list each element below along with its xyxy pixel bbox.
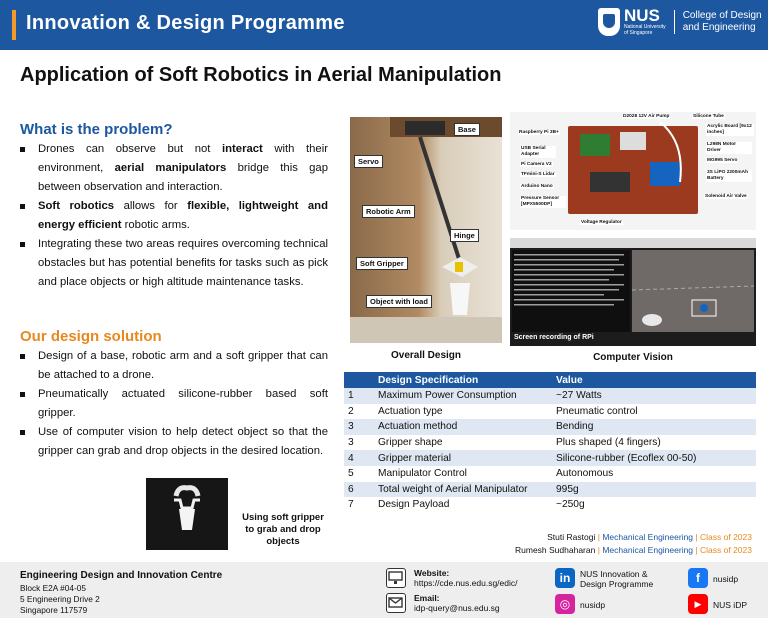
row-spec: Manipulator Control xyxy=(374,466,552,482)
label-air-pump: D2028 12V Air Pump xyxy=(623,114,670,119)
youtube-icon[interactable]: ▶ xyxy=(688,594,708,614)
cv-camera-feed xyxy=(632,250,754,332)
row-value: Pneumatic control xyxy=(552,404,756,420)
spec-table xyxy=(344,372,756,513)
row-spec: Design Payload xyxy=(374,497,552,513)
table-row xyxy=(344,388,756,404)
facebook-icon[interactable]: f xyxy=(688,568,708,588)
problem-heading: What is the problem? xyxy=(20,121,173,138)
label-object-with-load: Object with load xyxy=(366,295,432,308)
label-servo-mg995: MG995 Servo xyxy=(707,158,738,163)
linkedin-text[interactable]: NUS Innovation & Design Programme xyxy=(580,569,654,589)
row-value: Silicone-rubber (Ecoflex 00-50) xyxy=(552,450,756,466)
cv-terminal xyxy=(512,250,630,332)
instagram-text[interactable]: nusidp xyxy=(580,600,606,610)
credit-line-1: Stuti Rastogi | Mechanical Engineering | Class of 2023 xyxy=(547,532,752,542)
nus-logo xyxy=(598,7,762,36)
gripper-caption: Using soft gripper to grab and drop objects xyxy=(242,512,324,547)
facebook-text[interactable]: nusidp xyxy=(713,574,739,584)
table-row xyxy=(344,419,756,435)
gripper-photo xyxy=(146,478,228,550)
website-link[interactable]: https://cde.nus.edu.sg/edic/ xyxy=(414,578,518,588)
label-acrylic-board: Acrylic Board [9x12 inches] xyxy=(706,124,754,136)
footer xyxy=(0,562,768,618)
label-arduino-nano: Arduino Nano xyxy=(521,184,553,189)
label-usb-serial: USB Serial Adapter xyxy=(520,146,556,158)
header-accent-bar xyxy=(12,10,16,40)
row-spec: Actuation method xyxy=(374,419,552,435)
solution-list xyxy=(18,347,328,461)
label-voltage-regulator: Voltage Regulator xyxy=(581,220,622,225)
row-index: 3 xyxy=(344,419,374,435)
solution-heading: Our design solution xyxy=(20,328,162,345)
linkedin-icon[interactable]: in xyxy=(555,568,575,588)
spec-table-header xyxy=(344,372,756,388)
overall-design-photo xyxy=(350,117,502,343)
row-spec: Gripper shape xyxy=(374,435,552,451)
poster-title: Application of Soft Robotics in Aerial Manipulation xyxy=(20,64,502,86)
row-spec: Gripper material xyxy=(374,450,552,466)
label-pi-camera: Pi Camera V2 xyxy=(521,162,552,167)
nus-sub-2: of Singapore xyxy=(624,30,653,36)
footer-address: Block E2A #04-05 5 Engineering Drive 2 Singapore 117579 xyxy=(20,583,100,615)
table-row xyxy=(344,404,756,420)
problem-bullet-1: Drones can observe but not interact with their environment, aerial manipulators bridge this gap between observation and interaction. xyxy=(18,140,328,197)
computer-vision-caption: Computer Vision xyxy=(593,352,673,363)
label-raspberry-pi: Raspberry Pi 3B+ xyxy=(519,130,559,135)
row-value: Autonomous xyxy=(552,466,756,482)
youtube-text[interactable]: NUS iDP xyxy=(713,600,748,610)
header-value: Value xyxy=(552,372,756,388)
label-silicone-tube: Silicone Tube xyxy=(693,114,724,119)
nus-crest-icon xyxy=(598,8,620,36)
label-soft-gripper: Soft Gripper xyxy=(356,257,408,270)
row-index: 7 xyxy=(344,497,374,513)
row-spec: Actuation type xyxy=(374,404,552,420)
instagram-icon[interactable]: ◎ xyxy=(555,594,575,614)
screen-recording-label: Screen recording of RPi xyxy=(514,334,594,341)
row-spec: Total weight of Aerial Manipulator xyxy=(374,482,552,498)
overall-design-caption: Overall Design xyxy=(390,350,462,361)
table-row xyxy=(344,482,756,498)
label-pressure-sensor: Pressure Sensor [MPX5500DP] xyxy=(520,196,566,208)
monitor-icon xyxy=(386,568,406,588)
nus-name: NUS xyxy=(624,6,660,25)
row-index: 2 xyxy=(344,404,374,420)
problem-list xyxy=(18,140,328,292)
header-spec: Design Specification xyxy=(374,372,552,388)
row-value: ~250g xyxy=(552,497,756,513)
footer-org-name: Engineering Design and Innovation Centre xyxy=(20,570,223,581)
row-value: ~27 Watts xyxy=(552,388,756,404)
table-row xyxy=(344,497,756,513)
row-index: 3 xyxy=(344,435,374,451)
email-icon xyxy=(386,593,406,613)
label-battery: 3S LiPO 2200mAh Battery xyxy=(706,170,752,182)
solution-bullet-2: Pneumatically actuated silicone-rubber based soft gripper. xyxy=(18,385,328,423)
table-row xyxy=(344,450,756,466)
label-lidar: TFmini-S Lidar xyxy=(521,172,555,177)
label-base: Base xyxy=(454,123,480,136)
row-value: 995g xyxy=(552,482,756,498)
problem-bullet-3: Integrating these two areas requires overcoming technical obstacles but has potential benefits for tasks such as pick and place objects or high altitude maintenance tasks. xyxy=(18,235,328,292)
header-banner xyxy=(0,0,768,50)
college-line-2: and Engineering xyxy=(682,21,756,33)
email-label: Email: xyxy=(414,593,440,603)
row-value: Bending xyxy=(552,419,756,435)
computer-vision-screenshot xyxy=(510,238,756,346)
label-hinge: Hinge xyxy=(450,229,479,242)
row-index: 1 xyxy=(344,388,374,404)
row-index: 5 xyxy=(344,466,374,482)
row-index: 4 xyxy=(344,450,374,466)
electronics-photo xyxy=(510,112,756,230)
author-credits xyxy=(515,531,752,556)
credit-line-2: Rumesh Sudhaharan | Mechanical Engineering | Class of 2023 xyxy=(515,544,752,555)
label-motor-driver: L298N Motor Driver xyxy=(706,142,752,154)
label-robotic-arm: Robotic Arm xyxy=(362,205,415,218)
email-link[interactable]: idp-query@nus.edu.sg xyxy=(414,603,500,613)
nus-sub-1: National University xyxy=(624,24,666,30)
table-row xyxy=(344,435,756,451)
label-solenoid-valve: Solenoid Air Valve xyxy=(705,194,747,199)
college-line-1: College of Design xyxy=(682,9,762,21)
college-name xyxy=(674,10,762,34)
row-spec: Maximum Power Consumption xyxy=(374,388,552,404)
solution-bullet-3: Use of computer vision to help detect object so that the gripper can grab and drop objects in the desired location. xyxy=(18,423,328,461)
row-value: Plus shaped (4 fingers) xyxy=(552,435,756,451)
website-label: Website: xyxy=(414,568,450,578)
cv-window-bar xyxy=(510,238,756,248)
label-servo: Servo xyxy=(354,155,383,168)
programme-title: Innovation & Design Programme xyxy=(26,12,345,34)
solution-bullet-1: Design of a base, robotic arm and a soft gripper that can be attached to a drone. xyxy=(18,347,328,385)
problem-bullet-2: Soft robotics allows for flexible, lightweight and energy efficient robotic arms. xyxy=(18,197,328,235)
row-index: 6 xyxy=(344,482,374,498)
header-index xyxy=(344,372,374,388)
table-row xyxy=(344,466,756,482)
